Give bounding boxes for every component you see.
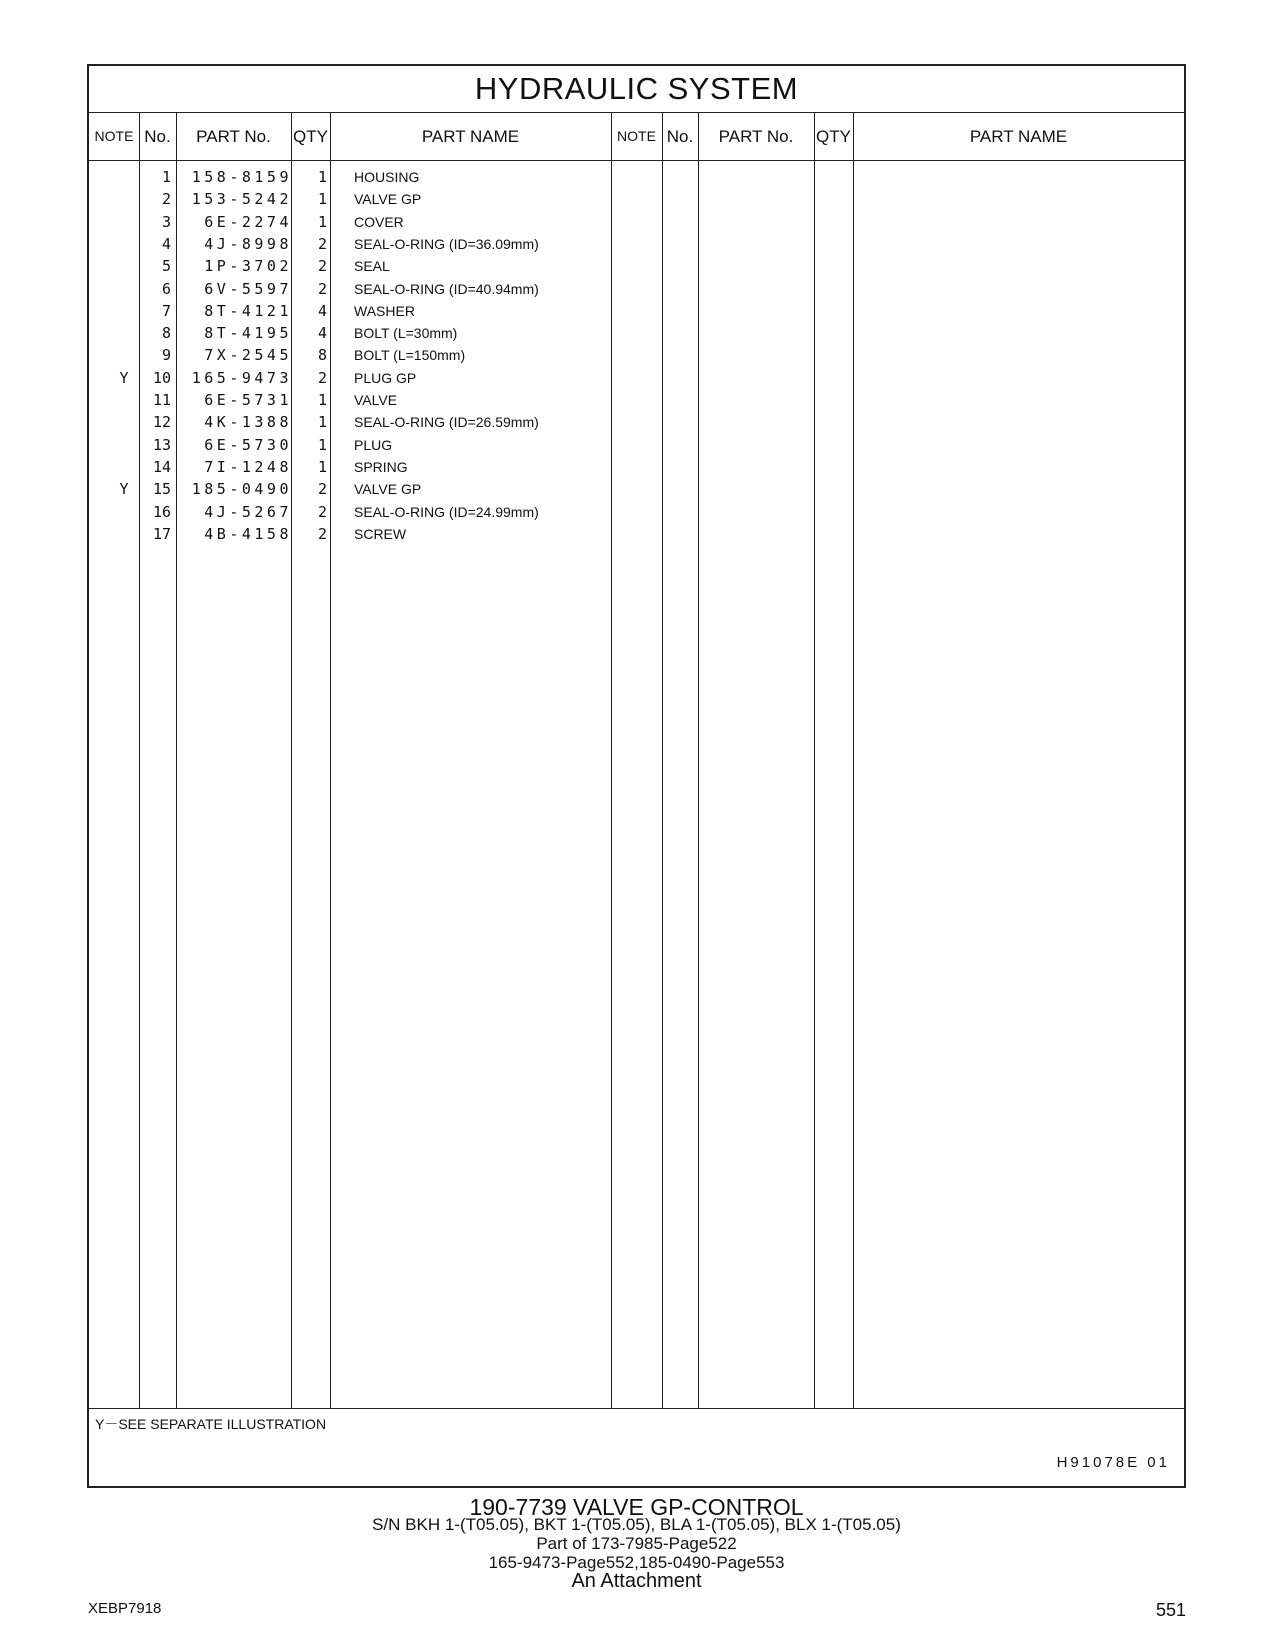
quantity-cell: 1 (317, 391, 327, 409)
quantity-cell: 2 (317, 257, 327, 276)
table-row (89, 367, 611, 390)
table-row (89, 188, 611, 211)
column-divider (698, 112, 699, 1408)
header-part-no-right: PART No. (718, 127, 794, 146)
note-cell: Y (119, 480, 129, 499)
item-number-cell: 7 (161, 301, 171, 320)
quantity-cell: 1 (317, 435, 327, 454)
item-number-cell: 15 (152, 480, 171, 499)
quantity-cell: 4 (317, 301, 327, 320)
part-name-cell: BOLT (L=150mm) (354, 347, 466, 364)
part-number-cell: 4K-1388 (204, 413, 292, 432)
table-row (89, 389, 611, 412)
part-number-cell: 8T-4121 (204, 301, 292, 320)
table-row (89, 478, 611, 501)
part-number-cell: 153-5242 (191, 190, 292, 209)
table-row (89, 166, 611, 189)
item-number-cell: 12 (152, 413, 171, 432)
table-row (89, 523, 611, 546)
footnote: Y－SEE SEPARATE ILLUSTRATION (95, 1416, 327, 1432)
quantity-cell: 2 (317, 368, 327, 387)
quantity-cell: 1 (317, 168, 327, 186)
part-name-cell: SEAL-O-RING (ID=40.94mm) (354, 280, 539, 297)
footer-divider (89, 1408, 1184, 1409)
header-qty-right: QTY (816, 127, 851, 146)
quantity-cell: 1 (317, 457, 327, 476)
part-name-cell: SCREW (354, 525, 407, 542)
part-name-cell: VALVE GP (354, 191, 422, 208)
part-name-cell: WASHER (354, 302, 415, 319)
item-number-cell: 16 (152, 502, 171, 521)
part-name-cell: VALVE (354, 392, 398, 408)
caption-attachment: An Attachment (571, 1570, 702, 1592)
table-row (89, 501, 611, 524)
note-cell: Y (119, 368, 129, 387)
header-part-no: PART No. (196, 127, 271, 146)
drawing-code: H91078E 01 (1056, 1454, 1170, 1471)
item-number-cell: 1 (161, 168, 171, 186)
part-number-cell: 4B-4158 (204, 524, 292, 543)
column-divider (853, 112, 854, 1408)
table-row (89, 411, 611, 434)
part-number-cell: 4J-8998 (204, 234, 292, 253)
header-no: No. (144, 127, 171, 146)
quantity-cell: 2 (317, 480, 327, 499)
part-number-cell: 165-9473 (191, 368, 292, 387)
item-number-cell: 11 (152, 391, 171, 409)
item-number-cell: 5 (161, 257, 171, 276)
page-number: 551 (1155, 1600, 1186, 1620)
part-number-cell: 4J-5267 (204, 502, 292, 521)
quantity-cell: 1 (317, 413, 327, 432)
table-row (89, 434, 611, 457)
part-number-cell: 6E-5730 (204, 435, 292, 454)
quantity-cell: 2 (317, 234, 327, 253)
quantity-cell: 2 (317, 524, 327, 543)
section-title: HYDRAULIC SYSTEM (474, 71, 799, 106)
part-name-cell: COVER (354, 213, 404, 230)
table-row (89, 255, 611, 278)
part-name-cell: SPRING (354, 458, 408, 475)
header-note-right: NOTE (617, 128, 656, 144)
part-name-cell: BOLT (L=30mm) (354, 325, 458, 342)
part-number-cell: 6V-5597 (204, 279, 292, 298)
item-number-cell: 8 (161, 324, 171, 343)
part-number-cell: 6E-5731 (204, 391, 292, 409)
caption-part-of: Part of 173-7985-Page522 (536, 1534, 737, 1553)
part-number-cell: 7I-1248 (204, 457, 292, 476)
table-row (89, 278, 611, 301)
table-row (89, 322, 611, 345)
table-row (89, 211, 611, 234)
item-number-cell: 14 (152, 457, 171, 476)
quantity-cell: 4 (317, 324, 327, 343)
part-number-cell: 8T-4195 (204, 324, 292, 343)
item-number-cell: 9 (161, 346, 171, 365)
item-number-cell: 2 (161, 190, 171, 209)
header-qty: QTY (293, 127, 328, 146)
quantity-cell: 2 (317, 279, 327, 298)
item-number-cell: 4 (161, 234, 171, 253)
parts-table-frame (87, 64, 1186, 1488)
item-number-cell: 13 (152, 435, 171, 454)
header-part-name: PART NAME (421, 127, 520, 146)
header-part-name-right: PART NAME (969, 127, 1068, 146)
part-number-cell: 7X-2545 (204, 346, 292, 365)
part-number-cell: 185-0490 (191, 480, 292, 499)
part-name-cell: SEAL-O-RING (ID=36.09mm) (354, 235, 539, 252)
part-name-cell: SEAL-O-RING (ID=26.59mm) (354, 414, 539, 431)
quantity-cell: 1 (317, 212, 327, 231)
header-divider (89, 160, 1184, 161)
column-divider (814, 112, 815, 1408)
caption-serials: S/N BKH 1-(T05.05), BKT 1-(T05.05), BLA 1-(T05.05), BLX 1-(T05.05) (372, 1515, 901, 1534)
caption-references: 165-9473-Page552,185-0490-Page553 (488, 1553, 785, 1572)
part-number-cell: 158-8159 (191, 168, 292, 186)
part-name-cell: SEAL (354, 258, 390, 275)
item-number-cell: 10 (152, 368, 171, 387)
caption-title: 190-7739 VALVE GP-CONTROL (469, 1494, 804, 1520)
column-divider (662, 112, 663, 1408)
header-no-right: No. (666, 127, 694, 146)
part-number-cell: 1P-3702 (204, 257, 292, 276)
part-name-cell: PLUG (354, 436, 393, 453)
item-number-cell: 6 (161, 279, 171, 298)
part-name-cell: HOUSING (354, 169, 420, 185)
item-number-cell: 3 (161, 212, 171, 231)
part-name-cell: SEAL-O-RING (ID=24.99mm) (354, 503, 539, 520)
part-number-cell: 6E-2274 (204, 212, 292, 231)
part-name-cell: PLUG GP (354, 369, 417, 386)
table-row (89, 233, 611, 256)
part-name-cell: VALVE GP (354, 481, 422, 498)
quantity-cell: 2 (317, 502, 327, 521)
quantity-cell: 1 (317, 190, 327, 209)
table-row (89, 456, 611, 479)
table-row (89, 344, 611, 367)
document-id: XEBP7918 (88, 1600, 162, 1617)
table-row (89, 300, 611, 323)
header-note: NOTE (94, 128, 134, 144)
item-number-cell: 17 (152, 524, 171, 543)
quantity-cell: 8 (317, 346, 327, 365)
